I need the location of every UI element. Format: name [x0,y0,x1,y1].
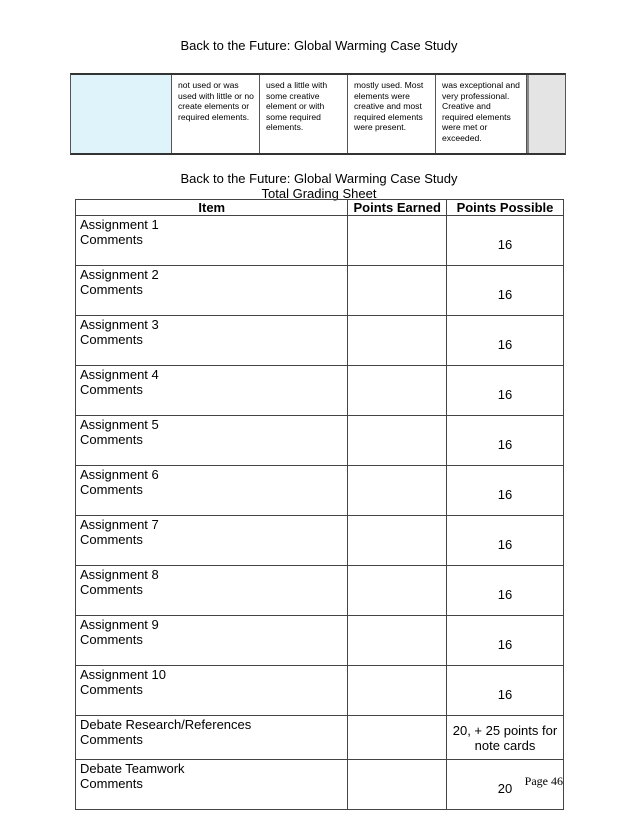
table-row [76,266,564,316]
item-cell [76,516,348,566]
item-comments-label: Comments [80,582,143,597]
item-name: Assignment 8 [80,567,159,582]
rubric-cell-level-2: used a little with some creative element or with some required elements. [260,75,348,153]
item-comments-label: Comments [80,776,143,791]
sheet-subtitle: Total Grading Sheet [261,186,377,201]
rubric-cell-level-1: not used or was used with little or no create elements or required elements. [172,75,260,153]
item-name: Debate Research/References [80,717,252,732]
item-name: Assignment 6 [80,467,159,482]
points-earned-cell[interactable] [348,516,446,566]
item-cell [76,716,348,760]
item-name: Assignment 1 [80,217,159,232]
table-row [76,666,564,716]
item-name: Assignment 2 [80,267,159,282]
points-earned-cell[interactable] [348,760,446,810]
item-comments-label: Comments [80,432,143,447]
grading-sheet-title [0,171,638,201]
page-header: Back to the Future: Global Warming Case Study [180,38,458,53]
points-earned-cell[interactable] [348,366,446,416]
rubric-fragment [70,73,566,155]
table-row [76,316,564,366]
item-comments-label: Comments [80,282,143,297]
item-name: Assignment 4 [80,367,159,382]
points-earned-cell[interactable] [348,216,446,266]
item-comments-label: Comments [80,232,143,247]
item-name: Assignment 9 [80,617,159,632]
points-possible-cell: 16 [446,316,563,366]
table-row [76,416,564,466]
table-row [76,466,564,516]
points-possible-cell: 16 [446,216,563,266]
item-cell [76,616,348,666]
page-number: Page 46 [524,774,563,788]
rubric-cell-level-4: was exceptional and very professional. Creative and required elements were met or exceeded. [436,75,527,153]
item-cell [76,760,348,810]
points-possible-cell: 16 [446,366,563,416]
points-possible-cell: 16 [446,516,563,566]
sheet-title: Back to the Future: Global Warming Case Study [180,171,458,186]
item-name: Debate Teamwork [80,761,185,776]
rubric-cell-level-3: mostly used. Most elements were creative and most required elements were present. [348,75,436,153]
rubric-cell-score [527,75,565,153]
item-cell [76,316,348,366]
item-comments-label: Comments [80,682,143,697]
points-possible-cell: 16 [446,466,563,516]
points-possible-cell: 16 [446,266,563,316]
table-row [76,516,564,566]
item-name: Assignment 7 [80,517,159,532]
points-possible-cell: 16 [446,616,563,666]
item-comments-label: Comments [80,632,143,647]
column-header-item: Item [76,200,348,216]
item-comments-label: Comments [80,482,143,497]
item-name: Assignment 10 [80,667,166,682]
points-possible-cell: 16 [446,666,563,716]
rubric-cell-category [71,75,172,153]
table-row [76,760,564,810]
table-row [76,366,564,416]
points-earned-cell[interactable] [348,566,446,616]
item-comments-label: Comments [80,332,143,347]
points-possible-cell: 16 [446,416,563,466]
points-earned-cell[interactable] [348,666,446,716]
points-earned-cell[interactable] [348,716,446,760]
item-cell [76,216,348,266]
item-name: Assignment 3 [80,317,159,332]
item-comments-label: Comments [80,382,143,397]
points-possible-cell: 20, + 25 points for note cards [446,716,563,760]
table-row [76,716,564,760]
item-name: Assignment 5 [80,417,159,432]
item-comments-label: Comments [80,532,143,547]
points-earned-cell[interactable] [348,466,446,516]
item-comments-label: Comments [80,732,143,747]
item-cell [76,366,348,416]
column-header-points-possible: Points Possible [446,200,563,216]
points-possible-cell: 16 [446,566,563,616]
points-earned-cell[interactable] [348,616,446,666]
item-cell [76,666,348,716]
table-header-row [76,200,564,216]
item-cell [76,566,348,616]
grading-table [75,199,564,810]
table-row [76,216,564,266]
table-row [76,566,564,616]
points-possible-cell: 20 [446,760,563,810]
column-header-points-earned: Points Earned [348,200,446,216]
points-earned-cell[interactable] [348,416,446,466]
item-cell [76,466,348,516]
points-earned-cell[interactable] [348,266,446,316]
table-row [76,616,564,666]
item-cell [76,416,348,466]
points-earned-cell[interactable] [348,316,446,366]
item-cell [76,266,348,316]
